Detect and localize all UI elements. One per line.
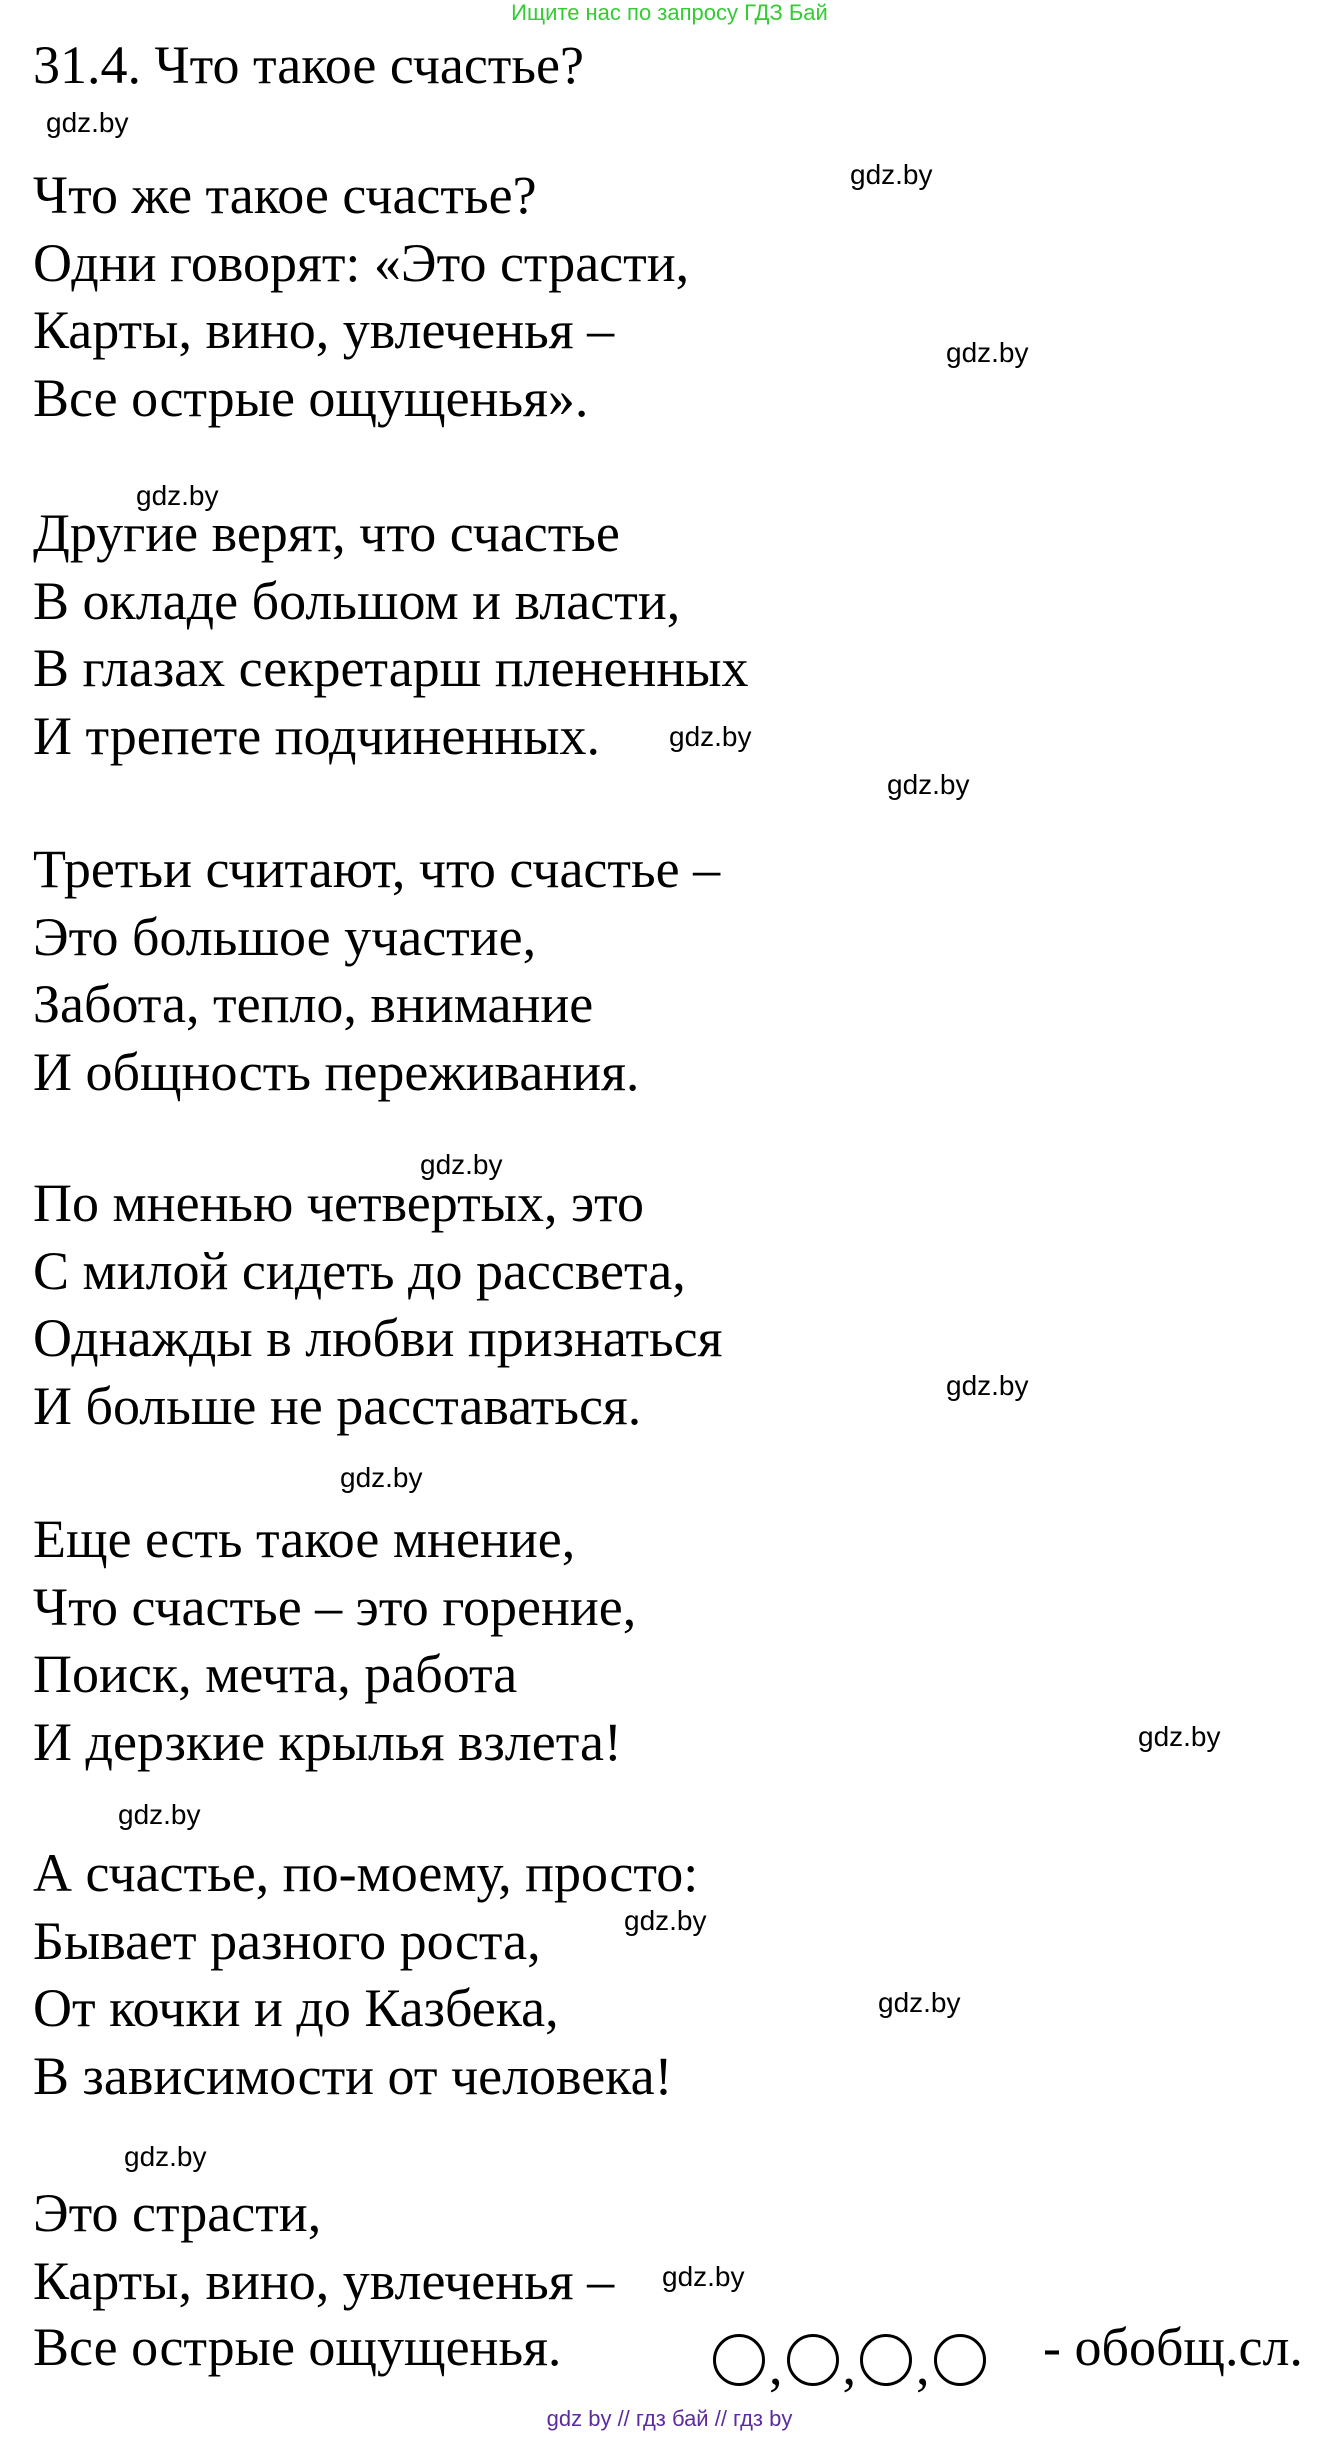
watermark: gdz.by: [624, 1905, 707, 1936]
poem-line: Бывает разного роста,: [33, 1910, 541, 1971]
stanza-7: [33, 2180, 614, 2315]
summary-label: - обобщ.сл.: [1043, 2317, 1303, 2377]
stanza-4: [33, 1170, 722, 1440]
stanza-2: [33, 500, 749, 770]
poem-line: В глазах секретарш плененных: [33, 638, 749, 698]
poem-line: И дерзкие крылья взлета!: [33, 1711, 622, 1772]
poem-line: По мненью четвертых, это: [33, 1173, 645, 1233]
poem-line: Забота, тепло, внимание: [33, 974, 594, 1034]
poem-line: Еще есть такое мнение,: [33, 1509, 576, 1569]
watermark: gdz.by: [887, 769, 970, 800]
poem-line: Однажды в любви признаться: [33, 1308, 723, 1368]
watermark: gdz.by: [1138, 1721, 1221, 1752]
poem-line: Карты, вино, увлеченья –: [33, 2250, 615, 2311]
blank-circle: [787, 2334, 839, 2386]
watermark: gdz.by: [946, 1370, 1029, 1401]
stanza-6: [33, 1840, 698, 2110]
comma-separator: ,: [842, 2336, 856, 2396]
watermark: gdz.by: [420, 1149, 503, 1180]
poem-line: Что же такое счастье?: [33, 165, 537, 225]
watermark: gdz.by: [946, 337, 1029, 368]
poem-line: В окладе большом и власти,: [33, 570, 681, 631]
watermark: gdz.by: [118, 1799, 201, 1830]
watermark: gdz.by: [136, 480, 219, 511]
stanza-1: [33, 162, 689, 432]
poem-line: Третьи считают, что счастье –: [33, 839, 721, 899]
blank-circle: [713, 2334, 765, 2386]
poem-line: Одни говорят: «Это страсти,: [33, 232, 690, 293]
poem-line: Что счастье – это горение,: [33, 1576, 637, 1637]
poem-line: Поиск, мечта, работа: [33, 1644, 518, 1704]
poem-line: Карты, вино, увлеченья –: [33, 300, 615, 360]
comma-separator: ,: [916, 2336, 930, 2396]
poem-line: Это страсти,: [33, 2183, 322, 2243]
poem-line: Другие верят, что счастье: [33, 503, 620, 563]
watermark: gdz.by: [669, 721, 752, 752]
stanza-5: [33, 1506, 636, 1776]
footer-links[interactable]: gdz by // гдз бай // гдз by: [546, 2406, 793, 2431]
watermark: gdz.by: [850, 159, 933, 190]
poem-line: От кочки и до Казбека,: [33, 1978, 559, 2038]
poem-line: С милой сидеть до рассвета,: [33, 1240, 686, 1301]
blank-circle: [860, 2334, 912, 2386]
comma-separator: ,: [769, 2336, 783, 2396]
poem-line: И трепете подчиненных.: [33, 705, 600, 766]
watermark: gdz.by: [878, 1987, 961, 2018]
watermark: gdz.by: [662, 2261, 745, 2292]
poem-line: Все острые ощущенья.: [33, 2317, 562, 2377]
poem-line: А счастье, по-моему, просто:: [33, 1843, 699, 1903]
final-row: [33, 2314, 1333, 2396]
circle-group: [713, 2330, 986, 2396]
watermark: gdz.by: [340, 1462, 423, 1493]
blank-circle: [934, 2334, 986, 2386]
stanza-3: [33, 836, 720, 1106]
poem-line: В зависимости от человека!: [33, 2045, 673, 2106]
watermark: gdz.by: [124, 2141, 207, 2172]
top-banner[interactable]: Ищите нас по запросу ГДЗ Бай: [511, 0, 828, 25]
exercise-title: 31.4. Что такое счастье?: [33, 35, 584, 95]
watermark: gdz.by: [46, 107, 129, 138]
poem-line: Все острые ощущенья».: [33, 367, 589, 428]
poem-line: И общность переживания.: [33, 1041, 640, 1102]
poem-line: И больше не расставаться.: [33, 1375, 642, 1436]
poem-line: Это большое участие,: [33, 906, 537, 967]
